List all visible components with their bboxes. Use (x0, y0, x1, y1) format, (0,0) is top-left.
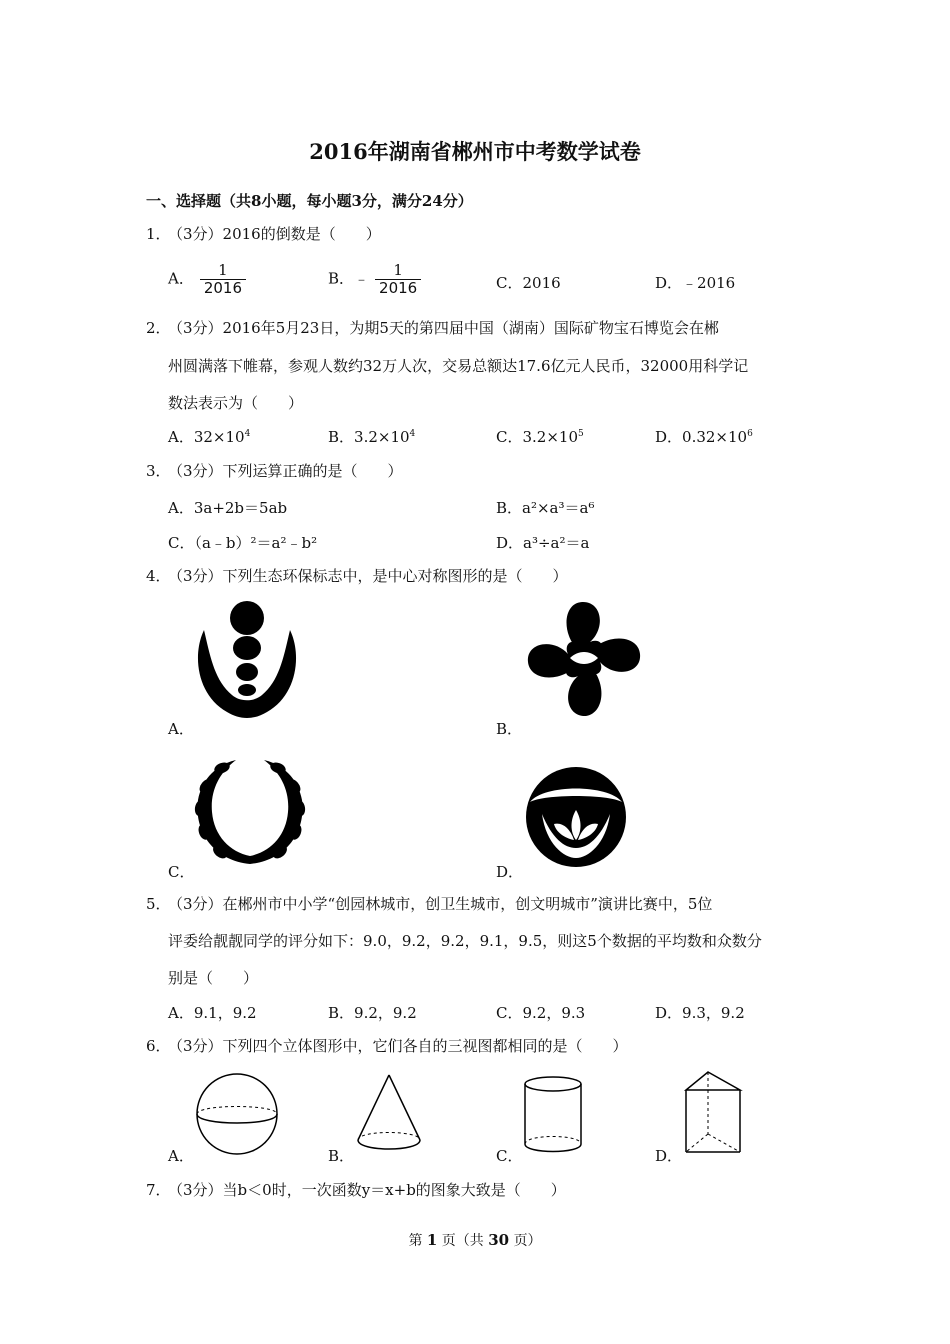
page-number: 1 (426, 1231, 438, 1249)
q6-option-d: D． (655, 1147, 683, 1165)
eco-logo-a-icon (192, 600, 302, 722)
q5-option-b: B．9.2，9.2 (328, 1004, 417, 1022)
cylinder-figure-icon (520, 1074, 586, 1156)
fraction: $\frac{1}{2016}$ (200, 262, 246, 297)
q5-option-d: D．9.3，9.2 (655, 1004, 745, 1022)
q6-option-c: C． (496, 1147, 523, 1165)
question-4: 4．（3分）下列生态环保标志中，是中心对称图形的是（ ） (146, 567, 568, 585)
eco-logo-c-icon (192, 756, 308, 870)
q3-option-b: B．a²×a³＝a⁶ (496, 499, 595, 517)
q4-option-a: A． (168, 720, 194, 738)
question-7: 7．（3分）当b＜0时，一次函数y＝x+b的图象大致是（ ） (146, 1181, 566, 1199)
eco-logo-b-icon (520, 598, 648, 720)
q5-option-c: C．9.2，9.3 (496, 1004, 586, 1022)
question-3: 3．（3分）下列运算正确的是（ ） (146, 462, 403, 480)
q4-option-c: C． (168, 863, 195, 881)
fraction: $\frac{1}{2016}$ (375, 262, 421, 297)
q3-option-a: A．3a+2b＝5ab (168, 499, 288, 517)
triangular-prism-figure-icon (682, 1068, 750, 1158)
q6-option-a: A． (168, 1147, 194, 1165)
q1-option-b: B．﹣ $\frac{1}{2016}$ (328, 262, 421, 297)
question-1: 1．（3分）2016的倒数是（ ） (146, 225, 381, 243)
page-title: 2016年湖南省郴州市中考数学试卷 (309, 139, 641, 164)
q6-option-b: B． (328, 1147, 355, 1165)
page-total: 30 (488, 1231, 510, 1249)
page-footer: 第 1 页（共 30 页） (408, 1231, 542, 1249)
question-5-line-2: 评委给靓靓同学的评分如下：9.0，9.2，9.2，9.1，9.5，则这5个数据的平均数和众数分 (168, 932, 762, 950)
question-2-line-2: 州圆满落下帷幕，参观人数约32万人次，交易总额达17.6亿元人民币，32000用科学记 (168, 357, 749, 375)
q1-option-d: D．﹣2016 (655, 274, 736, 292)
eco-logo-d-icon (524, 762, 628, 872)
question-1-text: （3分）2016的倒数是（ ） (168, 225, 381, 243)
q2-option-a: A．$32\times 10^4$ (168, 428, 251, 446)
q3-option-d: D．a³÷a²＝a (496, 534, 590, 552)
q4-option-b: B． (496, 720, 523, 738)
cone-figure-icon (354, 1072, 424, 1154)
q1-option-c: C．2016 (496, 274, 561, 292)
q2-option-d: D．$0.32\times 10^6$ (655, 428, 753, 446)
sphere-figure-icon (192, 1068, 282, 1160)
question-5-line-3: 别是（ ） (168, 969, 259, 987)
q5-option-a: A．9.1，9.2 (168, 1004, 257, 1022)
q2-option-c: C．$3.2\times 10^5$ (496, 428, 584, 446)
question-2-line-3: 数法表示为（ ） (168, 394, 304, 412)
q1-option-a: A． $\frac{1}{2016}$ (168, 262, 246, 297)
question-5: 5．（3分）在郴州市中小学“创园林城市，创卫生城市，创文明城市”演讲比赛中，5位 (146, 895, 713, 913)
question-2: 2．（3分）2016年5月23日，为期5天的第四届中国（湖南）国际矿物宝石博览会在郴 (146, 319, 719, 337)
question-6: 6．（3分）下列四个立体图形中，它们各自的三视图都相同的是（ ） (146, 1037, 628, 1055)
section-heading: 一、选择题（共8小题，每小题3分，满分24分） (146, 192, 473, 210)
q2-option-b: B．$3.2\times 10^4$ (328, 428, 416, 446)
q4-option-d: D． (496, 863, 524, 881)
q3-option-c: C．（a﹣b）²＝a²﹣b² (168, 534, 318, 552)
